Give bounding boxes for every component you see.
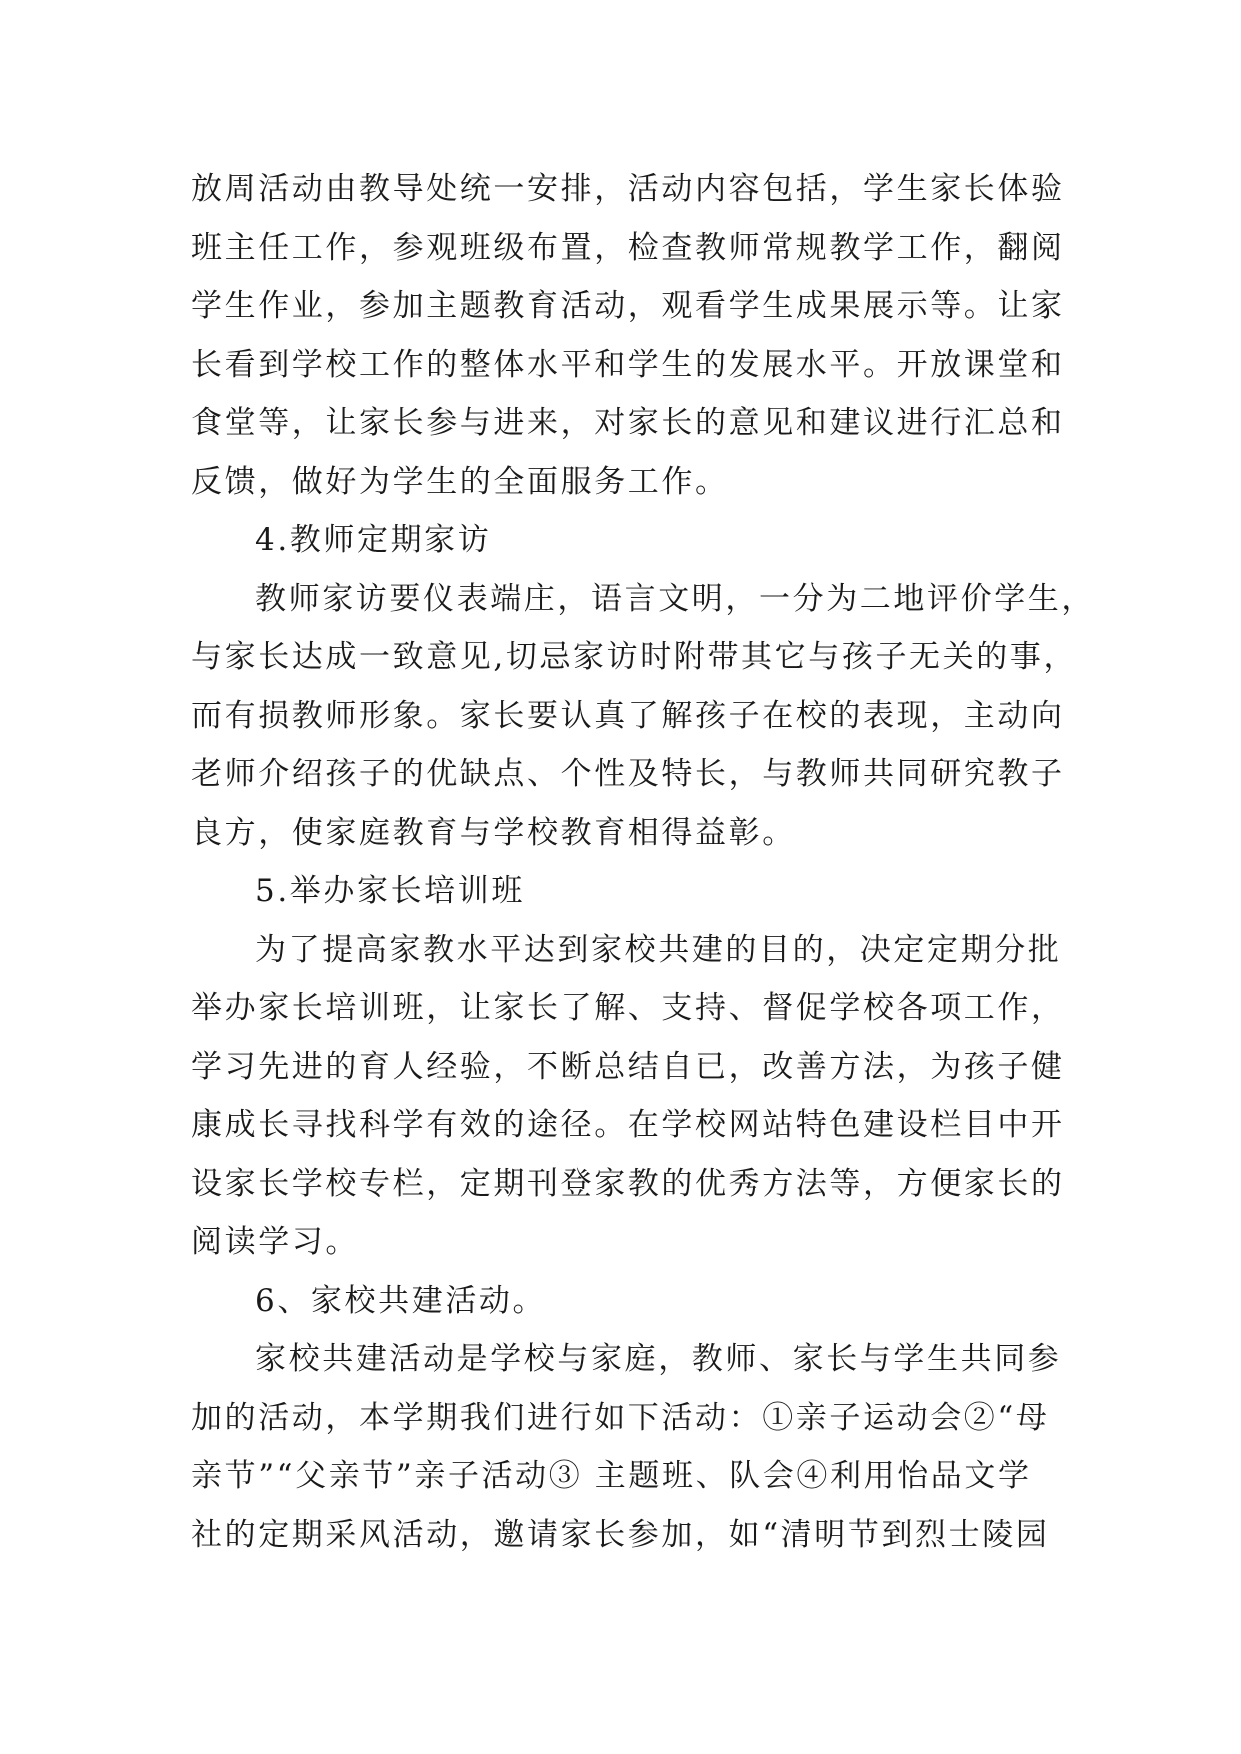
text-line: 亲节”“父亲节”亲子活动③ 主题班、队会④利用怡品文学 (191, 1458, 1032, 1494)
text-line: 康成长寻找科学有效的途径。在学校网站特色建设栏目中开 (191, 1107, 1065, 1143)
text-line: 良方，使家庭教育与学校教育相得益彰。 (191, 814, 796, 851)
text-line: 放周活动由教导处统一安排，活动内容包括，学生家长体验 (191, 171, 1065, 207)
document-body (191, 160, 1095, 1564)
text-line: 举办家长培训班，让家长了解、支持、督促学校各项工作， (191, 990, 1065, 1026)
section-heading-4: 4.教师定期家访 (255, 522, 492, 558)
text-line: 而有损教师形象。家长要认真了解孩子在校的表现，主动向 (191, 697, 1065, 734)
text-line: 设家长学校专栏，定期刊登家教的优秀方法等，方便家长的 (191, 1165, 1065, 1202)
text-line: 与家长达成一致意见,切忌家访时附带其它与孩子无关的事， (191, 639, 1078, 675)
text-line: 家校共建活动是学校与家庭，教师、家长与学生共同参 (255, 1341, 1062, 1377)
text-line: 加的活动，本学期我们进行如下活动：①亲子运动会②“母 (191, 1399, 1050, 1436)
text-line: 为了提高家教水平达到家校共建的目的，决定定期分批 (255, 931, 1062, 968)
text-line: 食堂等，让家长参与进来，对家长的意见和建议进行汇总和 (191, 405, 1065, 441)
text-line: 班主任工作，参观班级布置，检查教师常规教学工作，翻阅 (191, 229, 1065, 266)
text-line: 长看到学校工作的整体水平和学生的发展水平。开放课堂和 (191, 346, 1065, 383)
text-line: 教师家访要仪表端庄，语言文明，一分为二地评价学生， (255, 580, 1095, 617)
text-line: 社的定期采风活动，邀请家长参加，如“清明节到烈士陵园 (191, 1516, 1050, 1553)
text-line: 学生作业，参加主题教育活动，观看学生成果展示等。让家 (191, 288, 1065, 324)
text-line: 学习先进的育人经验，不断总结自已，改善方法，为孩子健 (191, 1048, 1065, 1085)
section-heading-6: 6、家校共建活动。 (255, 1282, 547, 1319)
section-heading-5: 5.举办家长培训班 (255, 873, 525, 909)
text-line: 阅读学习。 (191, 1224, 359, 1260)
text-line: 反馈，做好为学生的全面服务工作。 (191, 463, 729, 500)
text-line: 老师介绍孩子的优缺点、个性及特长，与教师共同研究教子 (191, 756, 1065, 792)
